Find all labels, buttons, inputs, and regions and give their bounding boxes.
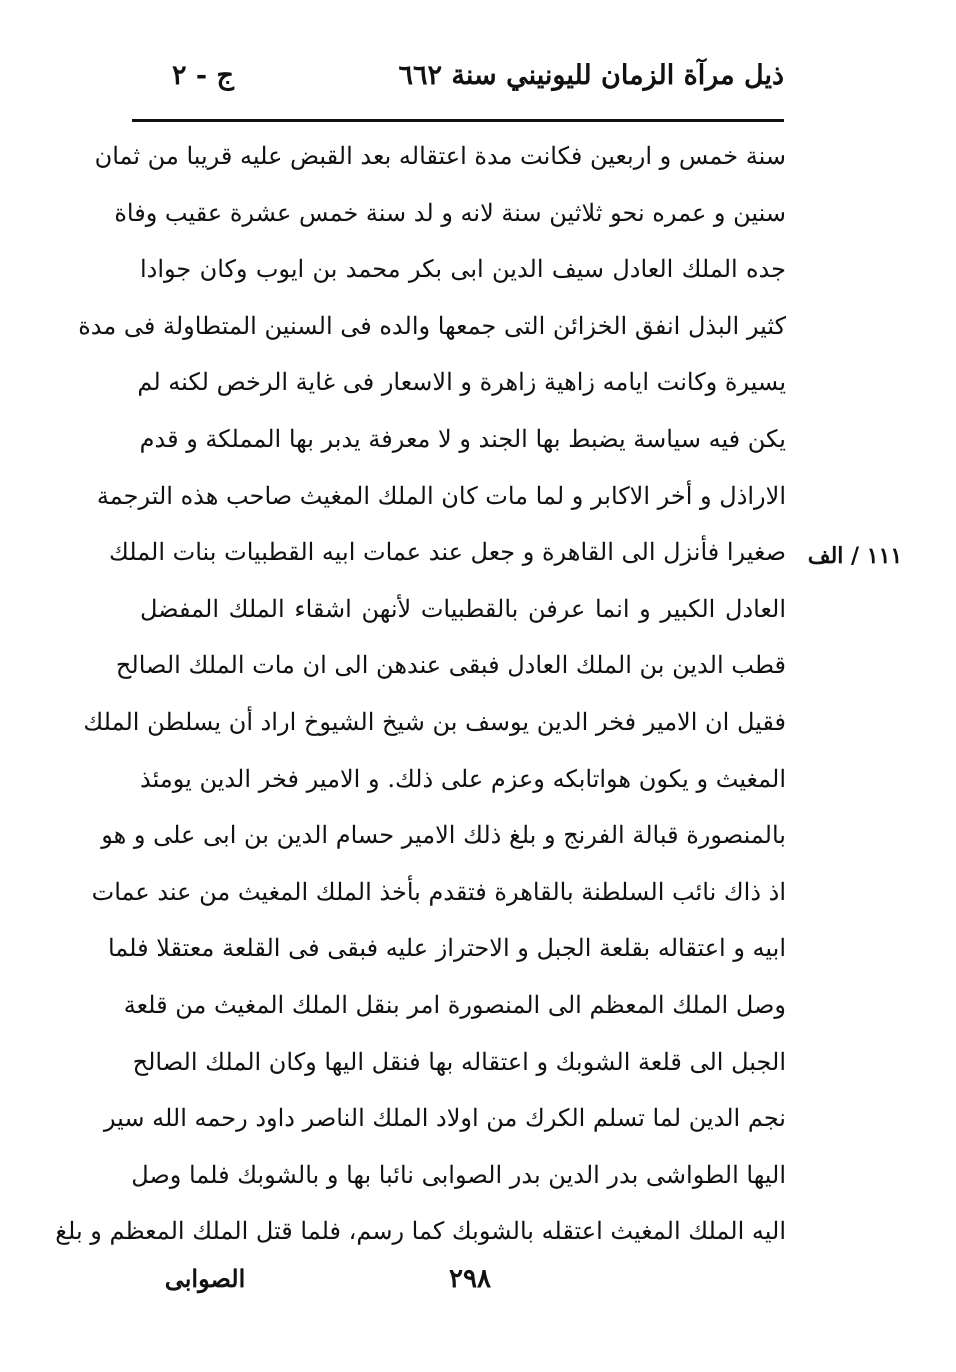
text-line: وصل الملك المعظم الى المنصورة امر بنقل الملك المغيث من قلعة <box>123 990 786 1019</box>
text-line: المغيث و يكون هواتابكه وعزم على ذلك. و الامير فخر الدين يومئذ <box>140 764 786 793</box>
page-header <box>132 56 784 108</box>
text-line: جده الملك العادل سيف الدين ابى بكر محمد بن ايوب وكان جوادا <box>140 255 786 284</box>
text-line: سنين و عمره نحو ثلاثين سنة لانه و لد سنة خمس عشرة عقيب وفاة <box>114 198 786 227</box>
text-line: اليها الطواشى بدر الدين بدر الصوابى نائبا بها و بالشوبك فلما وصل <box>131 1160 786 1189</box>
body-text <box>55 128 787 1260</box>
page-number: ٢٩٨ <box>449 1264 491 1294</box>
text-line: الاراذل و أخر الاكابر و لما مات كان الملك المغيث صاحب هذه الترجمة <box>96 481 786 510</box>
text-line: بالمنصورة قبالة الفرنج و بلغ ذلك الامير حسام الدين بن ابى على و هو <box>101 821 786 850</box>
text-line: العادل الكبير و انما عرفن بالقطبيات لأنهن اشقاء الملك المفضل <box>140 594 787 623</box>
text-line: سنة خمس و اربعين فكانت مدة اعتقاله بعد القبض عليه قريبا من ثمان <box>94 142 786 170</box>
text-line: نجم الدين لما تسلم الكرك من اولاد الملك الناصر داود رحمه الله سير <box>103 1104 786 1133</box>
text-line: كثير البذل انفق الخزائن التى جمعها والده فى السنين المتطاولة فى مدة <box>78 311 786 340</box>
text-line: اليه الملك المغيث اعتقله بالشوبك كما رسم، فلما قتل الملك المعظم و بلغ <box>55 1217 786 1246</box>
text-line: فقيل ان الامير فخر الدين يوسف بن شيخ الشيوخ اراد أن يسلطن الملك <box>83 707 786 736</box>
text-line: قطب الدين بن الملك العادل فبقى عندهن الى ان مات الملك الصالح <box>115 651 786 680</box>
text-line: صغيرا فأنزل الى القاهرة و جعل عند عمات ابيه القطبيات بنات الملك <box>108 538 786 567</box>
text-line: يسيرة وكانت ايامه زاهية زاهرة و الاسعار فى غاية الرخص لكنه لم <box>137 368 786 397</box>
text-line: ابيه و اعتقاله بقلعة الجبل و الاحتراز عليه فبقى فى القلعة معتقلا فلما <box>107 934 786 963</box>
catchword: الصوابى <box>164 1264 246 1293</box>
text-line: اذ ذاك نائب السلطنة بالقاهرة فتقدم بأخذ الملك المغيث من عند عمات <box>91 877 786 906</box>
margin-folio-note: ١١١ / الف <box>807 543 903 569</box>
running-title: ذيل مرآة الزمان لليونيني سنة ٦٦٢ <box>398 60 784 91</box>
text-line: يكن فيه سياسة يضبط بها الجند و لا معرفة يدبر بها المملكة و قدم <box>139 424 786 453</box>
header-rule <box>132 119 784 122</box>
text-line: الجبل الى قلعة الشوبك و اعتقاله بها فنقل اليها وكان الملك الصالح <box>132 1047 786 1076</box>
volume-marker: ج - ٢ <box>172 60 234 91</box>
